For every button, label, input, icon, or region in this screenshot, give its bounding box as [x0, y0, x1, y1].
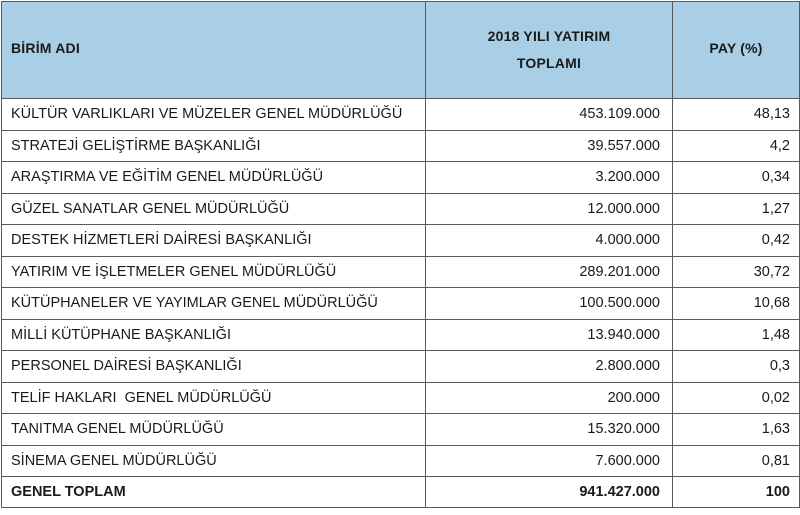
grand-total-value: 941.427.000 — [426, 477, 673, 508]
row-total: 13.940.000 — [426, 319, 673, 351]
grand-total-row — [2, 477, 800, 508]
table-row — [2, 445, 800, 477]
row-total: 39.557.000 — [426, 130, 673, 162]
row-total: 15.320.000 — [426, 414, 673, 446]
table-footer — [2, 477, 800, 508]
row-unit-name: KÜTÜPHANELER VE YAYIMLAR GENEL MÜDÜRLÜĞÜ — [2, 288, 426, 320]
row-share: 4,2 — [673, 130, 800, 162]
table-body — [2, 99, 800, 477]
header-investment-total — [426, 2, 673, 99]
row-share: 0,02 — [673, 382, 800, 414]
row-total: 289.201.000 — [426, 256, 673, 288]
table-row — [2, 99, 800, 131]
row-unit-name: KÜLTÜR VARLIKLARI VE MÜZELER GENEL MÜDÜRLÜĞÜ — [2, 99, 426, 131]
row-total: 7.600.000 — [426, 445, 673, 477]
row-total: 200.000 — [426, 382, 673, 414]
row-share: 10,68 — [673, 288, 800, 320]
row-unit-name: SİNEMA GENEL MÜDÜRLÜĞÜ — [2, 445, 426, 477]
table-row — [2, 319, 800, 351]
row-unit-name: ARAŞTIRMA VE EĞİTİM GENEL MÜDÜRLÜĞÜ — [2, 162, 426, 194]
row-total: 3.200.000 — [426, 162, 673, 194]
row-unit-name: PERSONEL DAİRESİ BAŞKANLIĞI — [2, 351, 426, 383]
table-row — [2, 193, 800, 225]
header-share: PAY (%) — [673, 2, 800, 99]
row-unit-name: TELİF HAKLARI GENEL MÜDÜRLÜĞÜ — [2, 382, 426, 414]
header-row — [2, 2, 800, 99]
grand-total-share: 100 — [673, 477, 800, 508]
table-row — [2, 225, 800, 257]
row-total: 12.000.000 — [426, 193, 673, 225]
row-unit-name: MİLLİ KÜTÜPHANE BAŞKANLIĞI — [2, 319, 426, 351]
header-investment-total-line2: TOPLAMI — [516, 55, 582, 71]
row-unit-name: YATIRIM VE İŞLETMELER GENEL MÜDÜRLÜĞÜ — [2, 256, 426, 288]
row-share: 1,27 — [673, 193, 800, 225]
table-row — [2, 351, 800, 383]
row-share: 1,48 — [673, 319, 800, 351]
table-row — [2, 256, 800, 288]
row-unit-name: STRATEJİ GELİŞTİRME BAŞKANLIĞI — [2, 130, 426, 162]
row-share: 0,3 — [673, 351, 800, 383]
header-investment-total-line1: 2018 YILI YATIRIM — [487, 28, 611, 44]
row-share: 48,13 — [673, 99, 800, 131]
table-header — [2, 2, 800, 99]
row-share: 30,72 — [673, 256, 800, 288]
table-row — [2, 288, 800, 320]
row-unit-name: TANITMA GENEL MÜDÜRLÜĞÜ — [2, 414, 426, 446]
row-unit-name: GÜZEL SANATLAR GENEL MÜDÜRLÜĞÜ — [2, 193, 426, 225]
header-unit-name: BİRİM ADI — [2, 2, 426, 99]
row-total: 2.800.000 — [426, 351, 673, 383]
table-row — [2, 162, 800, 194]
row-unit-name: DESTEK HİZMETLERİ DAİRESİ BAŞKANLIĞI — [2, 225, 426, 257]
row-share: 0,34 — [673, 162, 800, 194]
grand-total-label: GENEL TOPLAM — [2, 477, 426, 508]
row-share: 0,81 — [673, 445, 800, 477]
table-row — [2, 414, 800, 446]
row-total: 453.109.000 — [426, 99, 673, 131]
table-row — [2, 382, 800, 414]
row-total: 4.000.000 — [426, 225, 673, 257]
table-row — [2, 130, 800, 162]
row-share: 1,63 — [673, 414, 800, 446]
row-share: 0,42 — [673, 225, 800, 257]
investment-table — [1, 1, 800, 508]
row-total: 100.500.000 — [426, 288, 673, 320]
